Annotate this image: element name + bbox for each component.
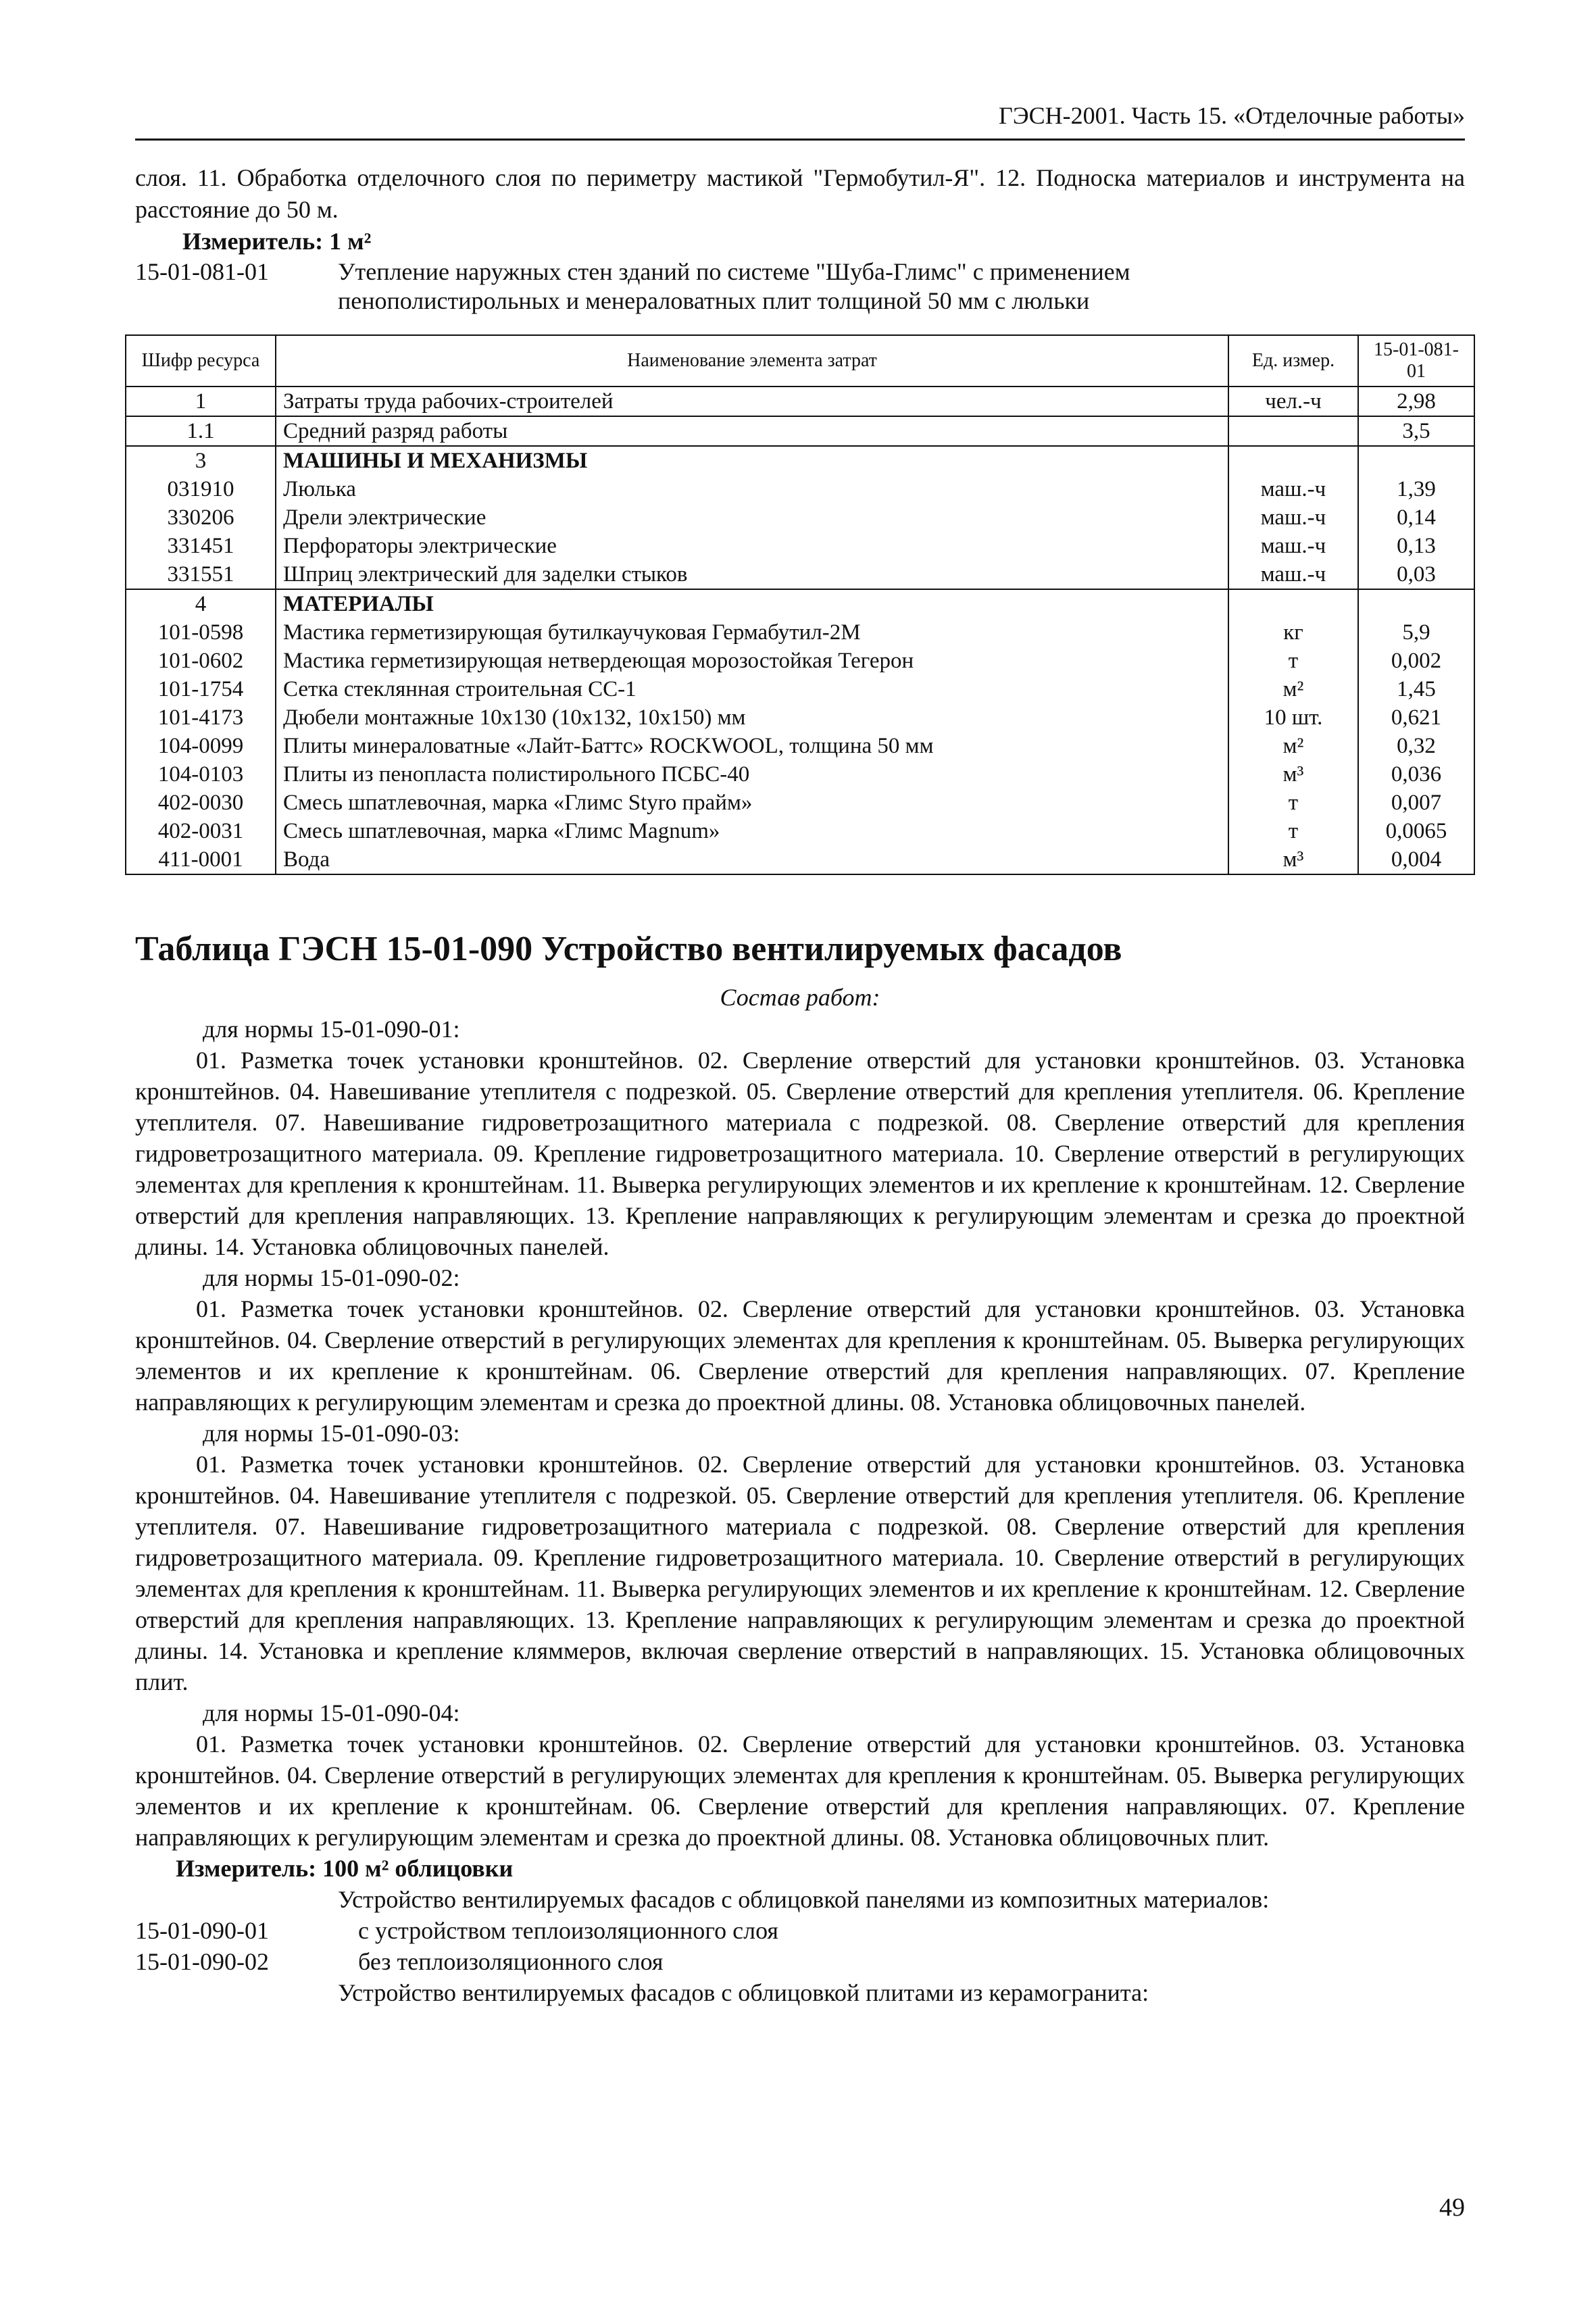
cell-code: 330206 — [126, 503, 276, 532]
cell-value — [1358, 446, 1474, 475]
cell-unit: м² — [1228, 675, 1358, 703]
norm-label-4: для нормы 15-01-090-04: — [203, 1699, 460, 1726]
subheading-ceramic: Устройство вентилируемых фасадов с облицовкой плитами из керамогранита: — [338, 1979, 1149, 2006]
header-rule — [135, 139, 1465, 141]
table-row — [126, 560, 1474, 589]
norm-item — [135, 1946, 1465, 1977]
cell-name: Плиты минераловатные «Лайт-Баттс» ROCKWOOL, толщина 50 мм — [276, 732, 1228, 760]
table-row — [126, 532, 1474, 560]
table-row — [126, 675, 1474, 703]
cell-name: Люлька — [276, 475, 1228, 503]
cell-name: Затраты труда рабочих-строителей — [276, 387, 1228, 416]
cell-unit: кг — [1228, 618, 1358, 647]
cell-code: 101-0602 — [126, 647, 276, 675]
table-row — [126, 387, 1474, 416]
cell-code: 104-0099 — [126, 732, 276, 760]
cell-name: МАТЕРИАЛЫ — [276, 589, 1228, 618]
table-row — [126, 503, 1474, 532]
cell-unit — [1228, 446, 1358, 475]
norm-label-3: для нормы 15-01-090-03: — [203, 1420, 460, 1447]
table-row — [126, 732, 1474, 760]
running-header: ГЭСН-2001. Часть 15. «Отделочные работы» — [999, 102, 1465, 129]
intro-block — [135, 162, 1465, 316]
cell-name: Дюбели монтажные 10x130 (10x132, 10x150) мм — [276, 703, 1228, 732]
cell-unit: т — [1228, 647, 1358, 675]
cell-name: Мастика герметизирующая бутилкаучуковая Гермабутил-2М — [276, 618, 1228, 647]
table-row — [126, 817, 1474, 845]
cell-value: 0,004 — [1358, 845, 1474, 874]
cell-unit: маш.-ч — [1228, 475, 1358, 503]
cell-value: 3,5 — [1358, 416, 1474, 446]
cell-value: 0,32 — [1358, 732, 1474, 760]
cell-value: 0,621 — [1358, 703, 1474, 732]
cell-value: 0,002 — [1358, 647, 1474, 675]
cell-value: 0,13 — [1358, 532, 1474, 560]
composition-label: Состав работ: — [720, 984, 880, 1011]
cell-value: 1,45 — [1358, 675, 1474, 703]
cell-unit: м² — [1228, 732, 1358, 760]
cell-name: Смесь шпатлевочная, марка «Глимс Magnum» — [276, 817, 1228, 845]
works-block — [135, 1014, 1465, 2008]
page-number: 49 — [1439, 2193, 1465, 2222]
cell-name: Плиты из пенопласта полистирольного ПСБС-40 — [276, 760, 1228, 789]
cell-unit: чел.-ч — [1228, 387, 1358, 416]
norm-text-1: 01. Разметка точек установки кронштейнов. 02. Сверление отверстий для установки кронштейнов. 03. Установка кронштейнов. 04. Навешивание утеплителя с подрезкой. 05. Сверление отверстий для крепления утеплителя. 06. Крепление утеплителя. 07. Навешивание гидроветрозащитного материала с подрезкой. 08. Сверление отверстий для крепления гидроветрозащитного материала. 09. Крепление гидроветрозащитного материала. 10. Сверление отверстий в регулирующих элементах для крепления к кронштейнам. 11. Выверка регулирующих элементов и их крепление к кронштейнам. 12. Сверление отверстий для крепления направляющих. 13. Крепление направляющих к регулирующим элементам и срезка до проектной длины. 14. Установка облицовочных панелей. — [135, 1047, 1465, 1260]
cell-name: Вода — [276, 845, 1228, 874]
cell-value — [1358, 589, 1474, 618]
cell-value: 5,9 — [1358, 618, 1474, 647]
cell-name: Смесь шпатлевочная, марка «Глимс Styro прайм» — [276, 789, 1228, 817]
norm-text-3: 01. Разметка точек установки кронштейнов. 02. Сверление отверстий для установки кронштейнов. 03. Установка кронштейнов. 04. Навешивание утеплителя с подрезкой. 05. Сверление отверстий для крепления утеплителя. 06. Крепление утеплителя. 07. Навешивание гидроветрозащитного материала с подрезкой. 08. Сверление отверстий для крепления гидроветрозащитного материала. 09. Крепление гидроветрозащитного материала. 10. Сверление отверстий в регулирующих элементах для крепления к кронштейнам. 11. Выверка регулирующих элементов и их крепление к кронштейнам. 12. Сверление отверстий для крепления направляющих. 13. Крепление направляющих к регулирующим элементам и срезка до проектной длины. 14. Установка и крепление кляммеров, включая сверление отверстий в направляющих. 15. Установка облицовочных плит. — [135, 1451, 1465, 1695]
norm-code: 15-01-081-01 — [135, 258, 269, 285]
header-code: Шифр ресурса — [126, 335, 276, 387]
cell-name: Перфораторы электрические — [276, 532, 1228, 560]
cell-unit: 10 шт. — [1228, 703, 1358, 732]
cell-code: 101-0598 — [126, 618, 276, 647]
cell-code: 1.1 — [126, 416, 276, 446]
cell-value: 1,39 — [1358, 475, 1474, 503]
cell-code: 402-0031 — [126, 817, 276, 845]
cell-name: Средний разряд работы — [276, 416, 1228, 446]
cell-code: 104-0103 — [126, 760, 276, 789]
cell-value: 0,0065 — [1358, 817, 1474, 845]
cell-code: 4 — [126, 589, 276, 618]
cell-value: 2,98 — [1358, 387, 1474, 416]
norm-text-2: 01. Разметка точек установки кронштейнов. 02. Сверление отверстий для установки кронштейнов. 03. Установка кронштейнов. 04. Сверление отверстий в регулирующих элементах для крепления к кронштейнам. 05. Выверка регулирующих элементов и их крепление к кронштейнам. 06. Сверление отверстий для крепления направляющих. 07. Крепление направляющих к регулирующим элементам и срезка до проектной длины. 08. Установка облицовочных панелей. — [135, 1295, 1465, 1416]
header-value: 15-01-081-01 — [1358, 335, 1474, 387]
subheading-composite: Устройство вентилируемых фасадов с облицовкой панелями из композитных материалов: — [338, 1886, 1270, 1913]
table-row — [126, 618, 1474, 647]
cell-code: 331551 — [126, 560, 276, 589]
table-row — [126, 789, 1474, 817]
cell-code: 031910 — [126, 475, 276, 503]
norm-description — [338, 257, 1465, 316]
norm-item — [135, 1915, 1465, 1946]
norm-item-text: без теплоизоляционного слоя — [358, 1948, 664, 1975]
cell-name: МАШИНЫ И МЕХАНИЗМЫ — [276, 446, 1228, 475]
cell-unit: т — [1228, 789, 1358, 817]
header-name: Наименование элемента затрат — [276, 335, 1228, 387]
table-row — [126, 589, 1474, 618]
norm-label-1: для нормы 15-01-090-01: — [203, 1016, 460, 1043]
norm-item-code: 15-01-090-02 — [135, 1948, 269, 1975]
measure-label: Измеритель: 1 м² — [182, 228, 372, 255]
cell-unit: т — [1228, 817, 1358, 845]
norm-heading — [135, 257, 1465, 316]
cell-code: 101-1754 — [126, 675, 276, 703]
norm-description-line-1: Утепление наружных стен зданий по системе "Шуба-Глимс" с применением — [338, 258, 1130, 285]
resource-table — [125, 334, 1475, 875]
cell-value: 0,03 — [1358, 560, 1474, 589]
cell-value: 0,14 — [1358, 503, 1474, 532]
cell-code: 411-0001 — [126, 845, 276, 874]
cell-code: 3 — [126, 446, 276, 475]
cell-code: 1 — [126, 387, 276, 416]
cell-unit: маш.-ч — [1228, 560, 1358, 589]
cell-name: Дрели электрические — [276, 503, 1228, 532]
cell-value: 0,007 — [1358, 789, 1474, 817]
cell-unit: м³ — [1228, 760, 1358, 789]
cell-unit — [1228, 416, 1358, 446]
table-row — [126, 760, 1474, 789]
cell-code: 101-4173 — [126, 703, 276, 732]
cell-name: Шприц электрический для заделки стыков — [276, 560, 1228, 589]
table-row — [126, 446, 1474, 475]
measure-label-2: Измеритель: 100 м² облицовки — [176, 1855, 514, 1882]
cell-unit: м³ — [1228, 845, 1358, 874]
cell-unit: маш.-ч — [1228, 503, 1358, 532]
norm-label-2: для нормы 15-01-090-02: — [203, 1264, 460, 1291]
cell-name: Мастика герметизирующая нетвердеющая морозостойкая Тегерон — [276, 647, 1228, 675]
norm-item-code: 15-01-090-01 — [135, 1917, 269, 1944]
table-row — [126, 416, 1474, 446]
cell-name: Сетка стеклянная строительная СС-1 — [276, 675, 1228, 703]
table-row — [126, 703, 1474, 732]
table-header-row — [126, 335, 1474, 387]
norm-text-4: 01. Разметка точек установки кронштейнов. 02. Сверление отверстий для установки кронштейнов. 03. Установка кронштейнов. 04. Сверление отверстий в регулирующих элементах для крепления к кронштейнам. 05. Выверка регулирующих элементов и их крепление к кронштейнам. 06. Сверление отверстий для крепления направляющих. 07. Крепление направляющих к регулирующим элементам и срезка до проектной длины. 08. Установка облицовочных плит. — [135, 1731, 1465, 1851]
table-row — [126, 647, 1474, 675]
cell-value: 0,036 — [1358, 760, 1474, 789]
intro-text: слоя. 11. Обработка отделочного слоя по периметру мастикой "Гермобутил-Я". 12. Подноска материалов и инструмента на расстояние до 50 м. — [135, 164, 1465, 223]
norm-description-line-2: пенополистирольных и менераловатных плит толщиной 50 мм с люльки — [338, 287, 1090, 314]
table-row — [126, 845, 1474, 874]
cell-code: 402-0030 — [126, 789, 276, 817]
cell-code: 331451 — [126, 532, 276, 560]
cell-unit: маш.-ч — [1228, 532, 1358, 560]
section-title: Таблица ГЭСН 15-01-090 Устройство вентилируемых фасадов — [135, 930, 1122, 968]
cell-unit — [1228, 589, 1358, 618]
table-row — [126, 475, 1474, 503]
header-unit: Ед. измер. — [1228, 335, 1358, 387]
norm-item-text: с устройством теплоизоляционного слоя — [358, 1917, 778, 1944]
